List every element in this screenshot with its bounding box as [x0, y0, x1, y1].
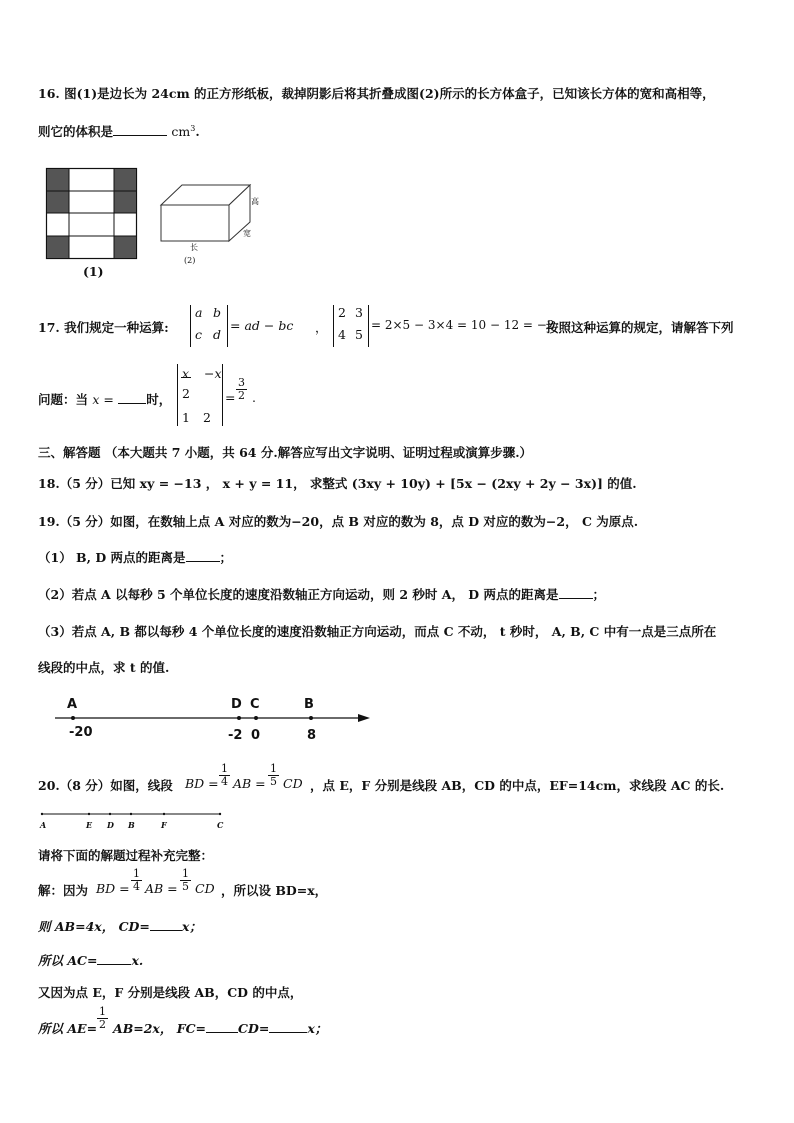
q20-cd-blank-2[interactable] [269, 1020, 307, 1033]
m-1: 1 [182, 410, 190, 425]
axis-label-a: A [67, 697, 78, 712]
q19-p2-blank[interactable] [559, 586, 593, 599]
q20-sol1-frac1: $\frac{1}{4}$ [133, 867, 140, 893]
q20-sol1-frac2: $\frac{1}{5}$ [182, 867, 189, 893]
q19-part3-line1: （3）若点 A, B 都以每秒 4 个单位长度的速度沿数轴正方向运动，而点 C 不动， t 秒时， A, B, C 中有一点是三点所在 [38, 624, 717, 639]
q20-instruction: 请将下面的解题过程补充完整： [38, 848, 214, 863]
q17-line2 [38, 390, 171, 408]
ex-3: 3 [355, 305, 363, 320]
axis-label-c: C [250, 697, 260, 712]
seg-label-f: F [161, 820, 167, 830]
q17-suffix: 按照这种运算的规定，请解答下列 [546, 320, 734, 335]
ex-5: 5 [355, 327, 363, 342]
q17-period: . [252, 390, 256, 405]
q17-prefix: 17. 我们规定一种运算: [38, 320, 169, 335]
q19-number-line [55, 708, 375, 728]
m-negx: −x [204, 366, 222, 381]
section-3-heading: 三、解答题 （本大题共 7 小题，共 64 分.解答应写出文字说明、证明过程或演算步骤.） [38, 445, 533, 460]
q20-sol1-cd: CD [195, 881, 215, 896]
q19-part1: （1） B, D 两点的距离是 ； [38, 550, 233, 565]
q19-part3-line2: 线段的中点，求 t 的值. [38, 660, 170, 675]
q18-text: 18.（5 分）已知 xy = −13 ， x + y = 11， 求整式 (3xy + 10y) + [5x − (2xy + 2y − 3x)] 的值. [38, 476, 637, 491]
ex-4: 4 [338, 327, 346, 342]
q20-cd: CD [283, 776, 303, 791]
q20-sol4: 又因为点 E，F 分别是线段 AB，CD 的中点， [38, 985, 303, 1000]
seg-label-a: A [40, 820, 47, 830]
m-x: x [182, 366, 190, 381]
q17-def-determinant [190, 305, 228, 347]
q16-fig2-label: (2) [184, 256, 196, 265]
q16-period: . [195, 124, 200, 139]
q19-part2: （2）若点 A 以每秒 5 个单位长度的速度沿数轴正方向运动，则 2 秒时 A， D 两点的距离是 ； [38, 587, 606, 602]
seg-label-c: C [217, 820, 224, 830]
axis-num-c: 0 [251, 728, 261, 743]
q17-x-eq: x = [92, 392, 114, 407]
point-a [71, 716, 75, 720]
q20-sol2: 则 AB=4x， CD= x； [38, 919, 202, 934]
q17-rhs-eq: = [225, 390, 236, 405]
axis-num-b: 8 [307, 728, 317, 743]
m-2: 2 [182, 386, 190, 401]
q20-frac1: $\frac{1}{4}$ [221, 762, 228, 788]
q20-segment-figure [40, 810, 230, 820]
q17-answer-blank[interactable] [118, 391, 146, 404]
q20-sol3: 所以 AC= x. [38, 953, 144, 968]
q19-stem: 19.（5 分）如图，在数轴上点 A 对应的数为−20，点 B 对应的数为 8，点 D 对应的数为−2， C 为原点. [38, 514, 639, 529]
q20-stem-prefix: 20.（8 分）如图，线段 [38, 778, 173, 793]
q20-sol5-rest: AB=2x， FC= CD= x； [113, 1021, 328, 1036]
q16-fig2-length: 长 [190, 243, 198, 252]
q20-sol1-bd: BD = [96, 881, 130, 896]
m-22: 2 [203, 410, 211, 425]
axis-num-a: -20 [69, 725, 93, 740]
q20-sol1-suffix: ，所以设 BD=x， [221, 883, 328, 898]
q20-stem-suffix: ，点 E，F 分别是线段 AB，CD 的中点，EF=14cm，求线段 AC 的长. [310, 778, 725, 793]
axis-num-d: -2 [228, 728, 243, 743]
q16-line2 [38, 122, 200, 140]
det-b: b [213, 305, 222, 320]
q16-line2-prefix: 则它的体积是 [38, 124, 114, 139]
point-c [254, 716, 258, 720]
seg-label-e: E [86, 820, 93, 830]
q17-rhs-fraction: $\frac{3}{2}$ [238, 376, 245, 402]
q19-p1-blank[interactable] [186, 549, 220, 562]
axis-label-d: D [231, 697, 242, 712]
q16-line1: 16. 图(1)是边长为 24cm 的正方形纸板，裁掉阴影后将其折叠成图(2)所示的长方体盒子，已知该长方体的宽和高相等， [38, 86, 715, 101]
q20-sol5a: 所以 AE= [38, 1021, 98, 1036]
seg-label-b: B [128, 820, 135, 830]
q17-example-determinant [333, 305, 369, 347]
q16-figure-1 [46, 168, 138, 260]
q20-ac-blank[interactable] [97, 952, 131, 965]
q17-question-determinant [177, 364, 223, 426]
det-c: c [195, 327, 203, 342]
q20-ab-eq: AB = [233, 776, 266, 791]
ex-2: 2 [338, 305, 346, 320]
q17-comma: ， [315, 320, 328, 335]
det-d: d [213, 327, 222, 342]
q16-fig2-height: 高 [251, 197, 259, 206]
q17-line2-mid: 时， [146, 392, 172, 407]
q20-sol5-frac: $\frac{1}{2}$ [99, 1005, 106, 1031]
q17-line2-prefix: 问题：当 [38, 392, 89, 407]
det-a: a [195, 305, 203, 320]
q20-frac2: $\frac{1}{5}$ [270, 762, 277, 788]
q17-example-rhs: = 2×5 − 3×4 = 10 − 12 = −2 [371, 318, 555, 332]
q20-bd: BD = [185, 776, 219, 791]
q20-cd-blank[interactable] [150, 918, 182, 931]
q20-sol1-ab-eq: AB = [145, 881, 178, 896]
q20-fc-blank[interactable] [206, 1020, 238, 1033]
q16-figure-2 [160, 184, 260, 254]
q16-fig1-label: (1) [83, 264, 104, 279]
q16-answer-blank[interactable] [113, 123, 167, 136]
q20-sol1-prefix: 解：因为 [38, 883, 89, 898]
seg-label-d: D [107, 820, 114, 830]
q17-def-rhs: = ad − bc [230, 318, 294, 333]
q16-unit: $cm^3$ [171, 123, 196, 139]
axis-label-b: B [304, 697, 314, 712]
point-b [309, 716, 313, 720]
point-d [237, 716, 241, 720]
q16-fig2-width: 宽 [243, 229, 251, 238]
